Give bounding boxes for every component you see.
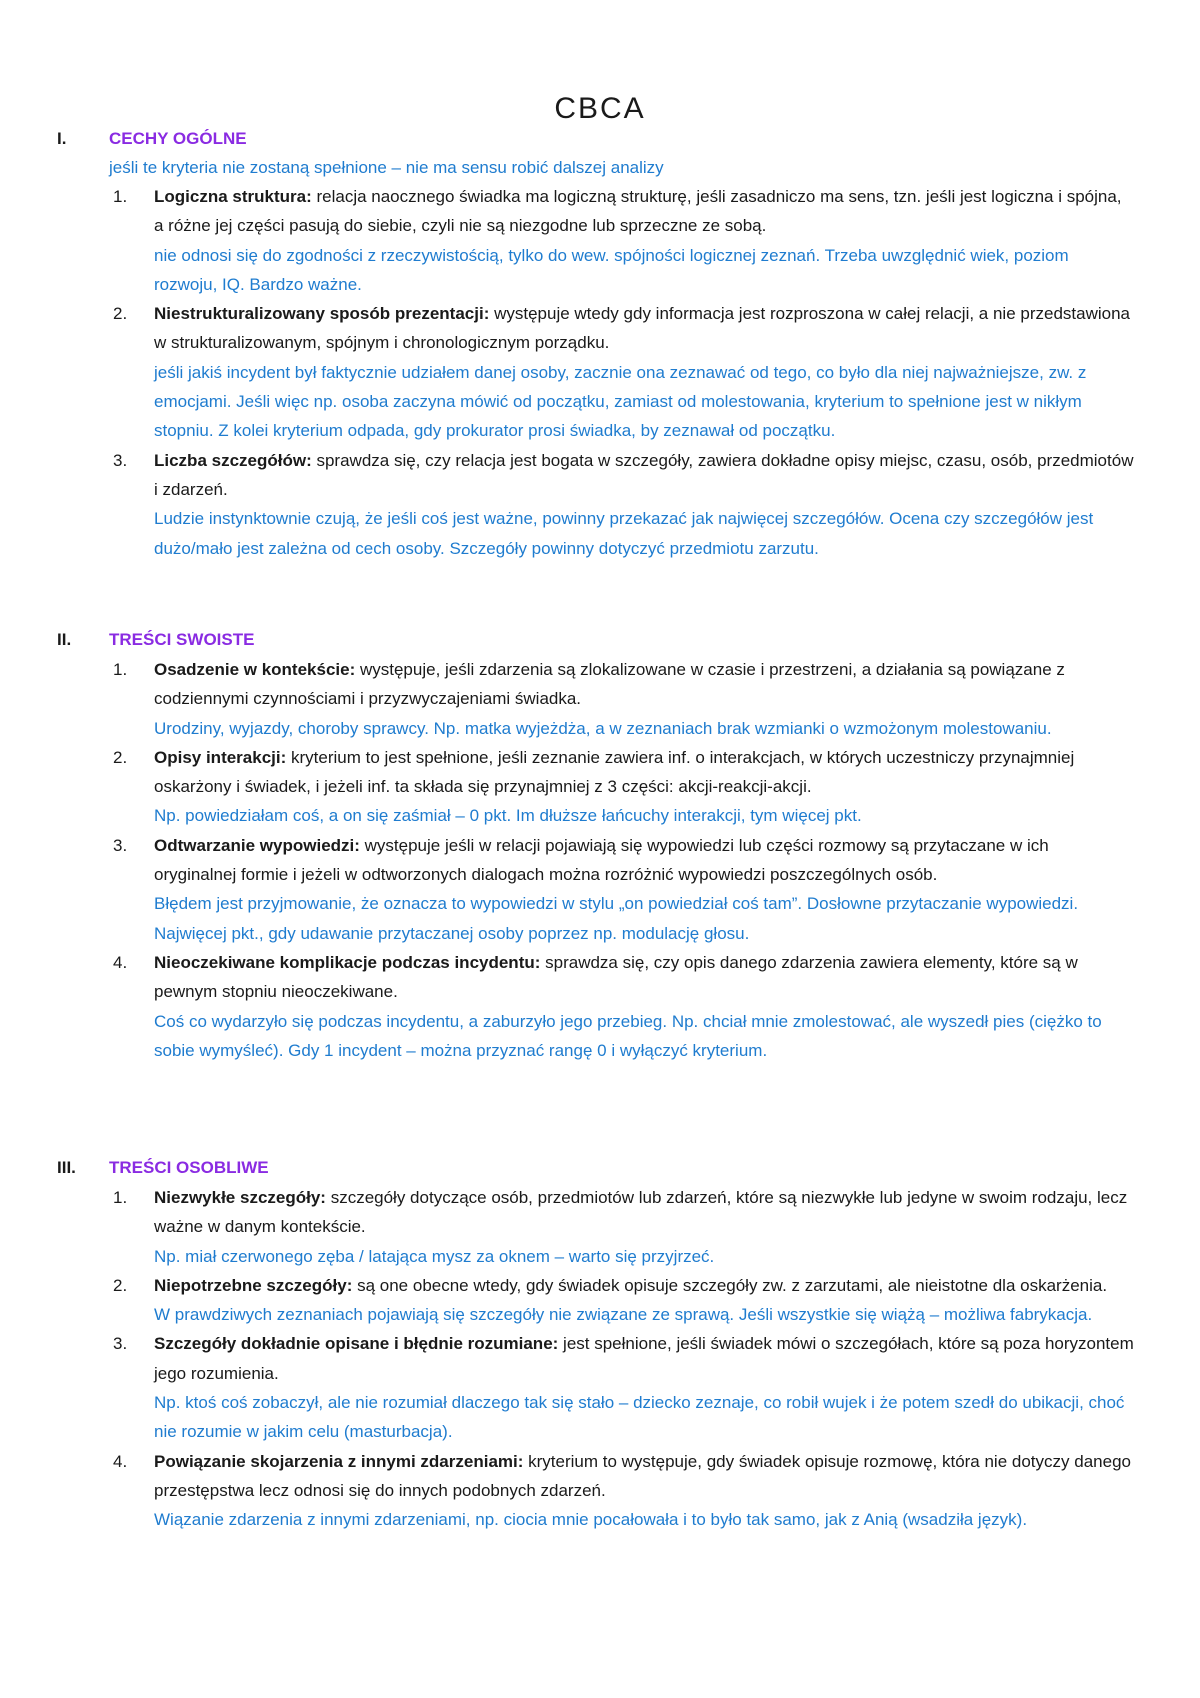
criterion-note: Np. ktoś coś zobaczył, ale nie rozumiał dlaczego tak się stało – dziecko zeznaje, co robił wujek i że potem szedł do ubikacji, choć nie rozumie w jakim celu (masturbacja). (154, 1393, 1125, 1442)
criterion-number: 3. (113, 450, 128, 470)
criterion-definition (154, 655, 1134, 714)
criterion-item (0, 1447, 1134, 1535)
section-number: III. (57, 1158, 76, 1177)
criterion-number: 4. (113, 1451, 128, 1471)
criterion-text: występuje, jeśli zdarzenia są zlokalizowane w czasie i przestrzeni, a działania są powiązane z codziennymi czynnościami i przyzwyczajeniami świadka. (154, 660, 1065, 709)
criterion-definition (154, 1271, 1134, 1300)
criteria-list (0, 182, 1134, 563)
criterion-text: sprawdza się, czy relacja jest bogata w szczegóły, zawiera dokładne opisy miejsc, czasu, osób, przedmiotów i zdarzeń. (154, 450, 1134, 499)
document-title: CBCA (554, 92, 646, 126)
criterion-definition (154, 743, 1134, 802)
criterion-text: jest spełnione, jeśli świadek mówi o szczegółach, które są poza horyzontem jego rozumienia. (154, 1334, 1134, 1383)
criterion-term: Logiczna struktura: (154, 187, 312, 206)
criterion-term: Niepotrzebne szczegóły: (154, 1275, 353, 1295)
criterion-number: 1. (113, 660, 128, 679)
criterion-item (0, 1329, 1134, 1446)
criterion-number: 1. (113, 1188, 128, 1207)
criterion-item (0, 831, 1134, 948)
criterion-note: Np. powiedziałam coś, a on się zaśmiał – 0 pkt. Im dłuższe łańcuchy interakcji, tym więcej pkt. (154, 806, 862, 826)
section-number: I. (57, 129, 67, 148)
criterion-text: są one obecne wtedy, gdy świadek opisuje szczegóły zw. z zarzutami, ale nieistotne dla oskarżenia. (352, 1275, 1108, 1295)
criterion-item (0, 948, 1134, 1065)
criterion-definition (154, 1183, 1134, 1242)
criterion-note: Np. miał czerwonego zęba / latająca mysz za oknem – warto się przyjrzeć. (154, 1246, 715, 1266)
criterion-definition (154, 948, 1134, 1007)
criterion-text: szczegóły dotyczące osób, przedmiotów lub zdarzeń, które są niezwykłe lub jedyne w swoim rodzaju, lecz ważne w danym kontekście. (154, 1188, 1128, 1237)
criterion-definition (154, 446, 1134, 505)
criterion-number: 3. (113, 835, 128, 855)
criterion-text: występuje jeśli w relacji pojawiają się wypowiedzi lub części rozmowy są przytaczane w ich oryginalnej formie i jeżeli w odtworzonych dialogach można rozróżnić wypowiedzi poszczególnych osób. (154, 835, 1049, 885)
criterion-item (0, 182, 1134, 299)
criterion-number: 2. (113, 304, 128, 324)
criterion-note: Coś co wydarzyło się podczas incydentu, a zaburzyło jego przebieg. Np. chciał mnie zmolestować, ale wyszedł pies (ciężko to sobie wymyśleć). Gdy 1 incydent – można przyznać rangę 0 i wyłączyć kryterium. (154, 1011, 1102, 1060)
criterion-number: 2. (113, 1275, 128, 1295)
criterion-term: Niestrukturalizowany sposób prezentacji: (154, 304, 490, 324)
criterion-term: Nieoczekiwane komplikacje podczas incydentu: (154, 952, 541, 972)
criterion-term: Liczba szczegółów: (154, 450, 312, 470)
criterion-term: Powiązanie skojarzenia z innymi zdarzeniami: (154, 1451, 524, 1471)
criteria-list (0, 655, 1134, 1065)
criterion-definition (154, 299, 1134, 358)
criterion-note: Wiązanie zdarzenia z innymi zdarzeniami, np. ciocia mnie pocałowała i to było tak samo, jak z Anią (wsadziła język). (154, 1510, 1028, 1530)
criterion-term: Niezwykłe szczegóły: (154, 1188, 326, 1207)
criterion-text: kryterium to występuje, gdy świadek opisuje rozmowę, która nie dotyczy danego przestępstwa lecz odnosi się do innych podobnych zdarzeń. (154, 1451, 1131, 1500)
criterion-note: W prawdziwych zeznaniach pojawiają się szczegóły nie związane ze sprawą. Jeśli wszystkie się wiążą – możliwa fabrykacja. (154, 1305, 1093, 1325)
criterion-text: kryterium to jest spełnione, jeśli zeznanie zawiera inf. o interakcjach, w których uczestniczy przynajmniej oskarżony i świadek, i jeżeli inf. ta składa się przynajmniej z 3 części: akcji-reakcji-akcji. (154, 747, 1075, 797)
criterion-number: 3. (113, 1334, 128, 1354)
section-heading: TREŚCI SWOISTE (109, 630, 255, 649)
criterion-number: 2. (113, 747, 128, 767)
criteria-list (0, 1183, 1134, 1535)
criterion-item (0, 1183, 1134, 1271)
criterion-note: nie odnosi się do zgodności z rzeczywistością, tylko do wew. spójności logicznej zeznań. Trzeba uwzględnić wiek, poziom rozwoju, IQ. Bardzo ważne. (154, 245, 1069, 294)
criterion-item (0, 299, 1134, 445)
criterion-note: Urodziny, wyjazdy, choroby sprawcy. Np. matka wyjeżdża, a w zeznaniach brak wzmianki o wzmożonym molestowaniu. (154, 718, 1052, 738)
criterion-note: Błędem jest przyjmowanie, że oznacza to wypowiedzi w stylu „on powiedział coś tam”. Dosłowne przytaczanie wypowiedzi. Najwięcej pkt., gdy udawanie przytaczanej osoby poprzez np. modulację głosu. (154, 894, 1079, 943)
criterion-text: relacja naocznego świadka ma logiczną strukturę, jeśli zasadniczo ma sens, tzn. jeśli jest logiczna i spójna, a różne jej części pasują do siebie, czyli nie są niezgodne lub sprzeczne ze sobą. (154, 187, 1122, 236)
criterion-term: Osadzenie w kontekście: (154, 660, 356, 679)
criterion-note: jeśli jakiś incydent był faktycznie udziałem danej osoby, zacznie ona zeznawać od tego, co było dla niej najważniejsze, zw. z emocjami. Jeśli więc np. osoba zaczyna mówić od początku, zamiast od molestowania, kryterium to spełnione jest w nikłym stopniu. Z kolei kryterium odpada, gdy prokurator prosi świadka, by zeznawał od początku. (154, 362, 1087, 441)
criterion-note: Ludzie instynktownie czują, że jeśli coś jest ważne, powinny przekazać jak najwięcej szczegółów. Ocena czy szczegółów jest dużo/mało jest zależna od cech osoby. Szczegóły powinny dotyczyć przedmiotu zarzutu. (154, 509, 1094, 558)
criterion-text: występuje wtedy gdy informacja jest rozproszona w całej relacji, a nie przedstawiona w strukturalizowanym, spójnym i chronologicznym porządku. (154, 304, 1130, 353)
criterion-item (0, 743, 1134, 831)
criterion-item (0, 1271, 1134, 1330)
criterion-definition (154, 1329, 1134, 1388)
criterion-term: Szczegóły dokładnie opisane i błędnie rozumiane: (154, 1334, 559, 1354)
section-note: jeśli te kryteria nie zostaną spełnione – nie ma sensu robić dalszej analizy (109, 158, 664, 177)
criterion-term: Odtwarzanie wypowiedzi: (154, 835, 360, 855)
criterion-number: 4. (113, 952, 128, 972)
section-heading: CECHY OGÓLNE (109, 129, 247, 148)
criterion-definition (154, 182, 1134, 241)
criterion-definition (154, 1447, 1134, 1506)
criterion-item (0, 446, 1134, 563)
criterion-number: 1. (113, 187, 128, 206)
section-heading: TREŚCI OSOBLIWE (109, 1158, 269, 1177)
section-number: II. (57, 630, 72, 649)
criterion-text: sprawdza się, czy opis danego zdarzenia zawiera elementy, które są w pewnym stopniu nieoczekiwane. (154, 952, 1078, 1002)
criterion-definition (154, 831, 1134, 890)
criterion-term: Opisy interakcji: (154, 747, 287, 767)
criterion-item (0, 655, 1134, 743)
